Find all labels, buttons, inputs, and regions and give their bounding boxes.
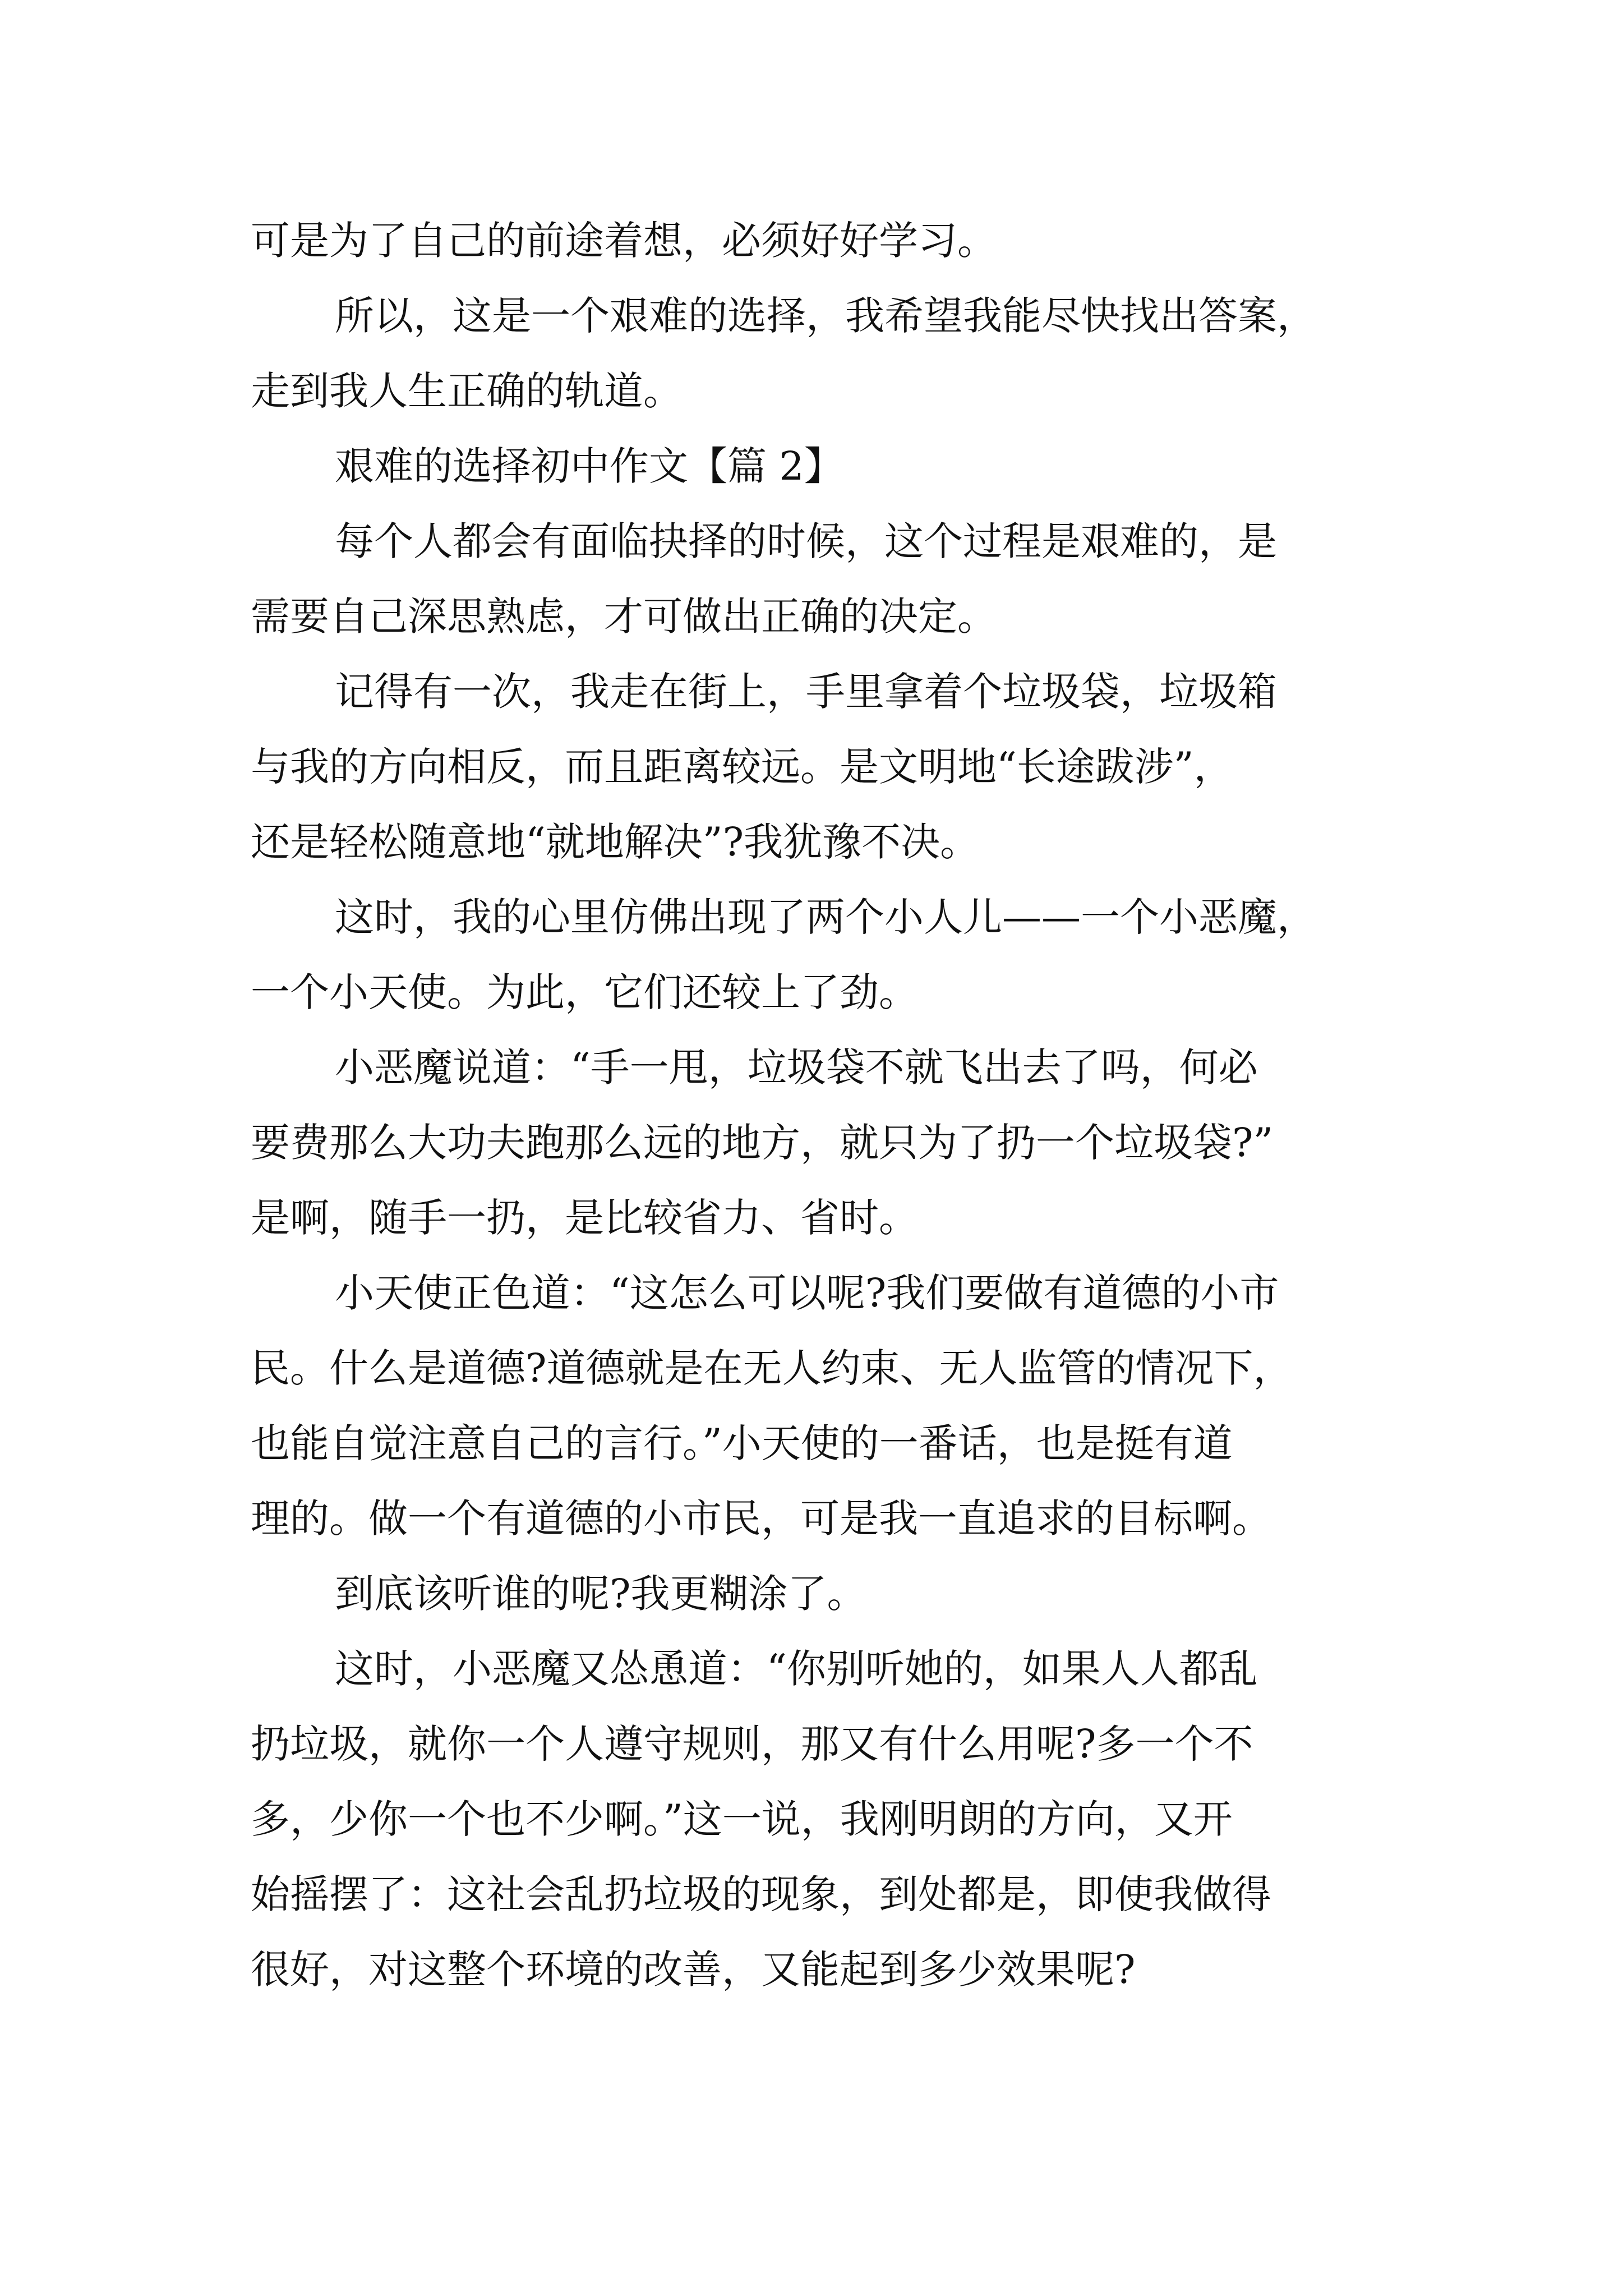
text-line: 到底该听谁的呢?我更糊涂了。 xyxy=(335,1571,866,1617)
text-line: 始摇摆了：这社会乱扔垃圾的现象，到处都是，即使我做得 xyxy=(251,1871,1271,1917)
text-line: 小恶魔说道：“手一甩，垃圾袋不就飞出去了吗，何必 xyxy=(335,1045,1258,1091)
text-line: 理的。做一个有道德的小市民，可是我一直追求的目标啊。 xyxy=(251,1496,1271,1542)
text-line: 是啊，随手一扔，是比较省力、省时。 xyxy=(251,1195,918,1241)
text-line: 这时，我的心里仿佛出现了两个小人儿——一个小恶魔， xyxy=(335,894,1316,940)
text-line: 与我的方向相反，而且距离较远。是文明地“长途跋涉”， xyxy=(251,744,1233,790)
text-line: 要费那么大功夫跑那么远的地方，就只为了扔一个垃圾袋?” xyxy=(251,1120,1274,1166)
text-line: 扔垃圾，就你一个人遵守规则，那又有什么用呢?多一个不 xyxy=(251,1721,1253,1767)
text-line: 记得有一次，我走在街上，手里拿着个垃圾袋，垃圾箱 xyxy=(335,669,1277,715)
text-line: 这时，小恶魔又怂恿道：“你别听她的，如果人人都乱 xyxy=(335,1646,1258,1692)
text-line: 需要自己深思熟虑，才可做出正确的决定。 xyxy=(251,593,997,639)
section-heading: 艰难的选择初中作文【篇 2】 xyxy=(335,443,843,489)
text-line: 走到我人生正确的轨道。 xyxy=(251,368,683,414)
text-line: 民。什么是道德?道德就是在无人约束、无人监管的情况下， xyxy=(251,1345,1293,1391)
text-line: 很好，对这整个环境的改善，又能起到多少效果呢? xyxy=(251,1947,1136,1993)
essay-body xyxy=(251,203,1417,2007)
text-line: 小天使正色道：“这怎么可以呢?我们要做有道德的小市 xyxy=(335,1270,1279,1316)
text-line: 所以，这是一个艰难的选择，我希望我能尽快找出答案， xyxy=(335,293,1316,339)
text-line: 也能自觉注意自己的言行。”小天使的一番话，也是挺有道 xyxy=(251,1420,1233,1466)
text-line: 还是轻松随意地“就地解决”?我犹豫不决。 xyxy=(251,819,980,865)
text-line: 多，少你一个也不少啊。”这一说，我刚明朗的方向，又开 xyxy=(251,1796,1233,1842)
text-line: 可是为了自己的前途着想，必须好好学习。 xyxy=(251,218,997,264)
text-line: 一个小天使。为此，它们还较上了劲。 xyxy=(251,969,918,1015)
text-line: 每个人都会有面临抉择的时候，这个过程是艰难的，是 xyxy=(335,518,1277,564)
